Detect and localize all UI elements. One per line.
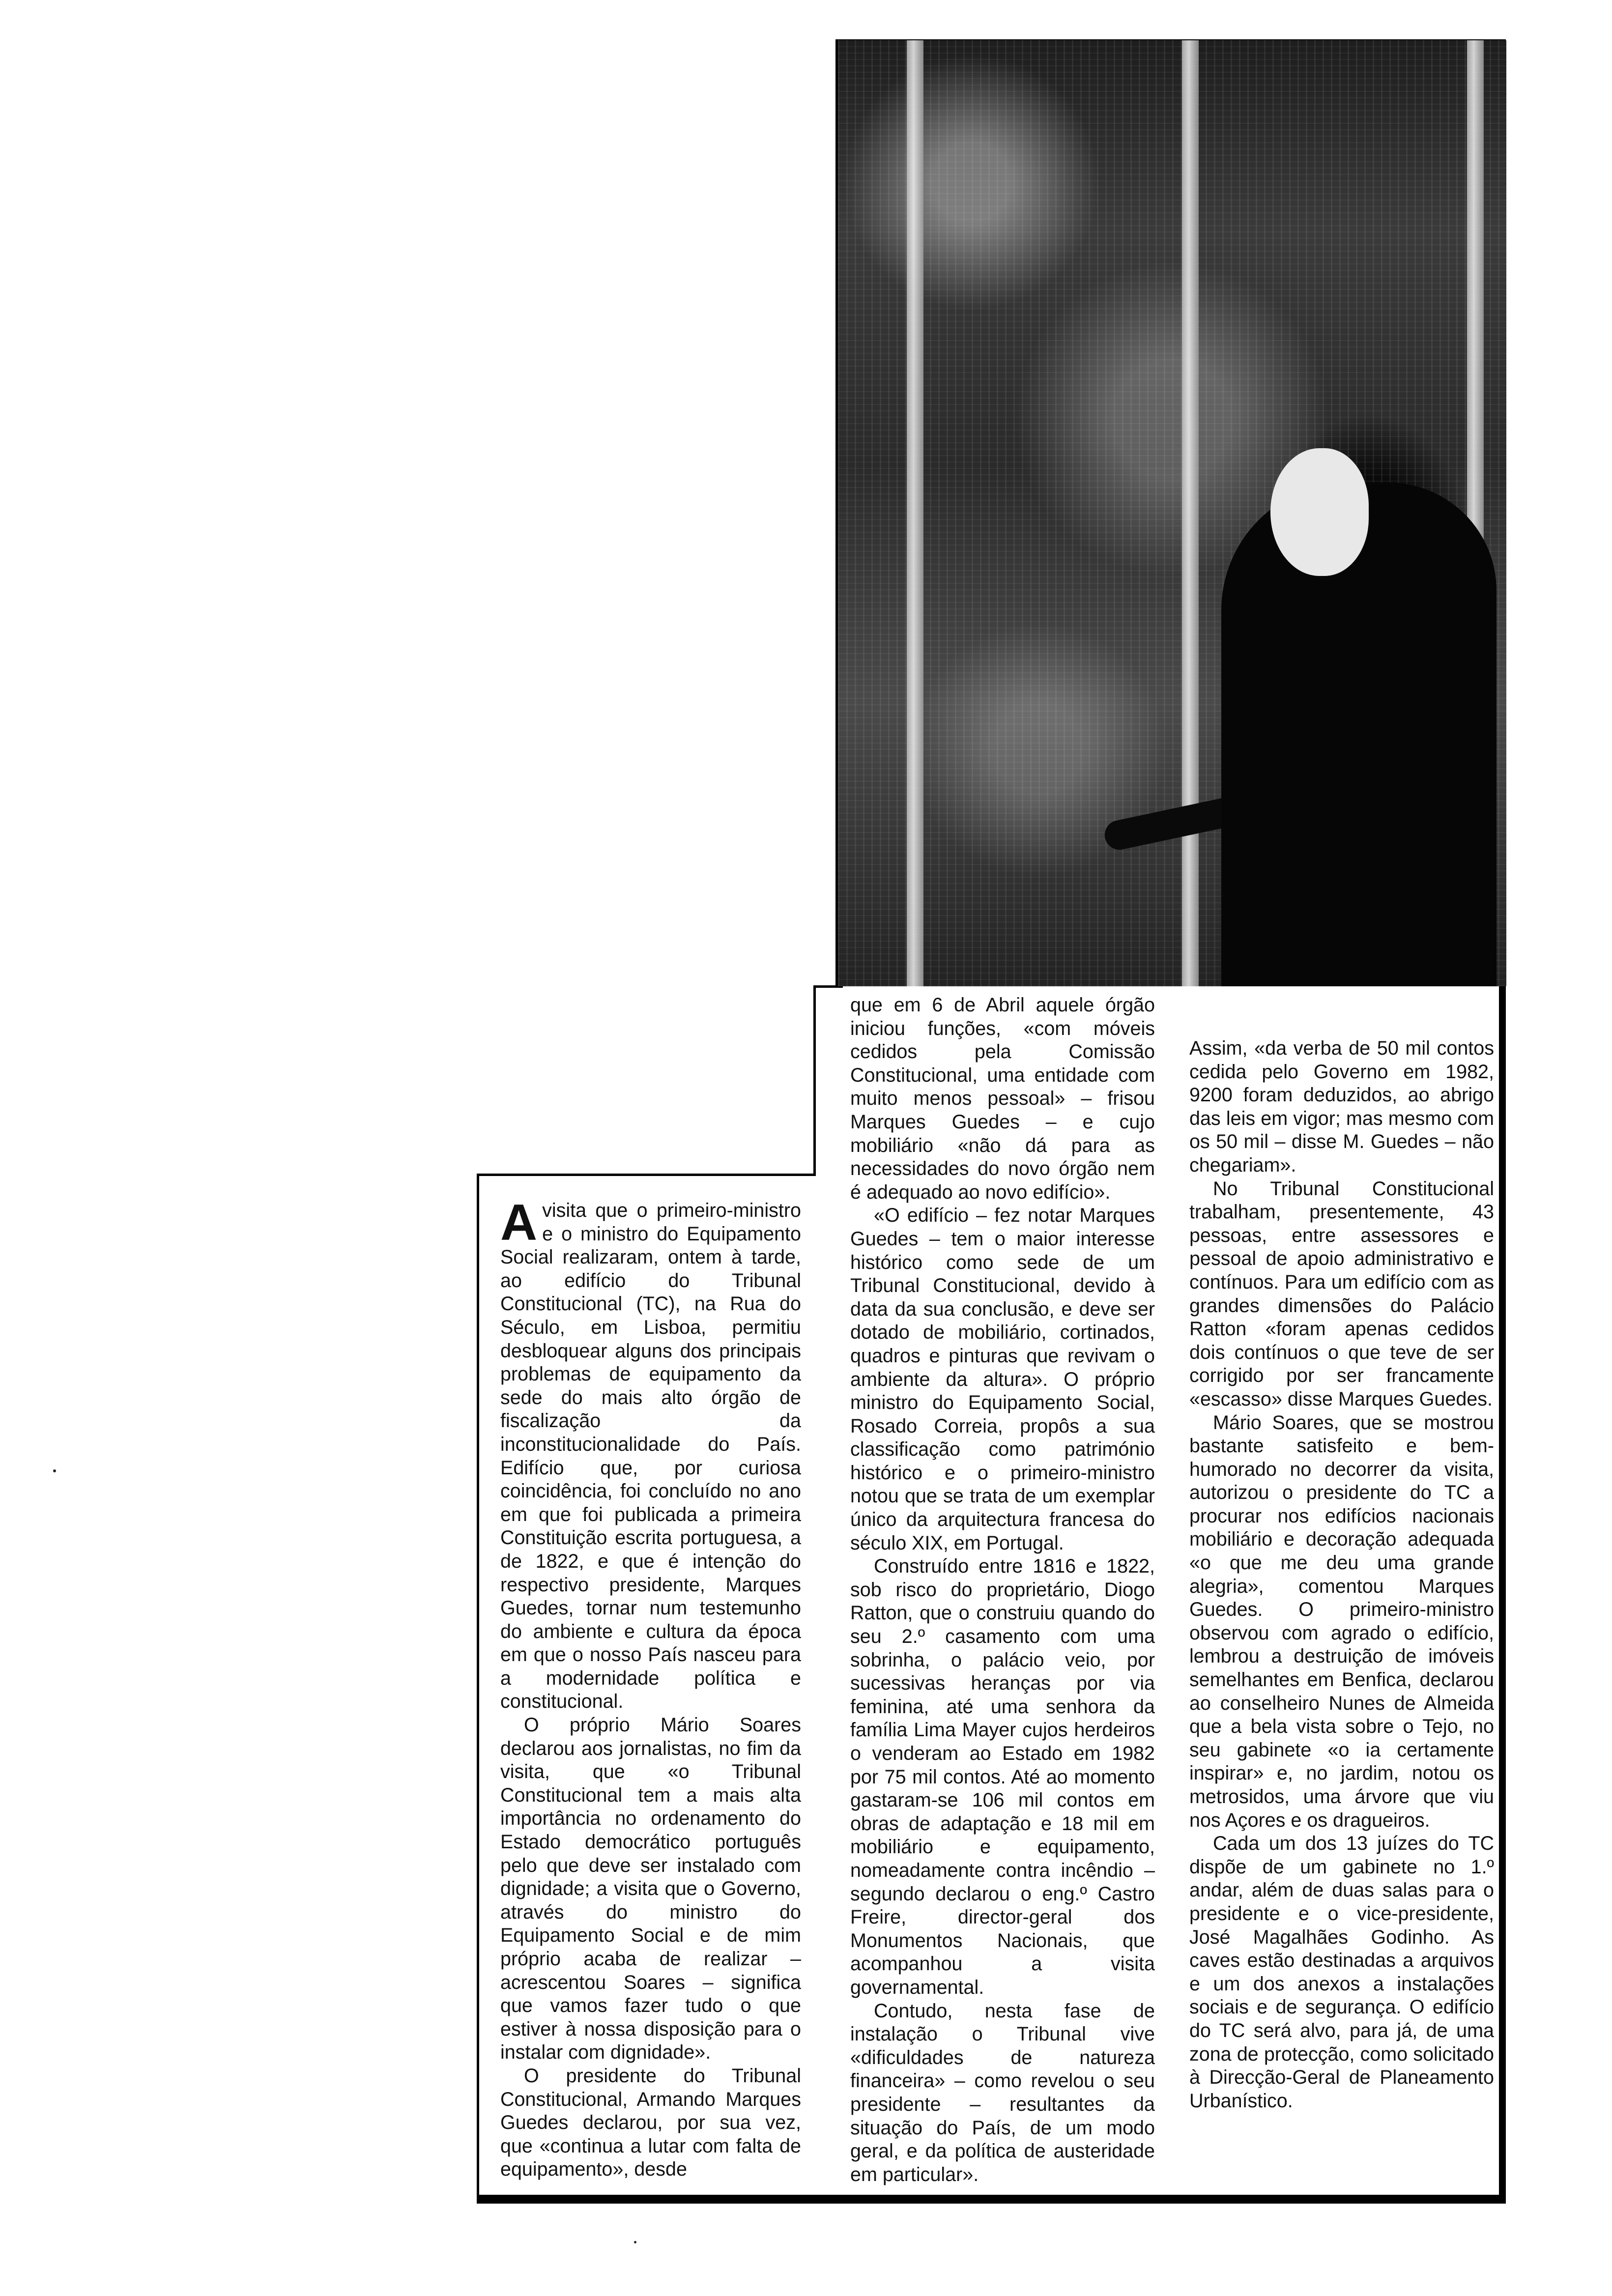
scan-speck [53, 1469, 56, 1472]
article-paragraph [500, 1194, 801, 1714]
article-paragraph: Contudo, nesta fase de instalação o Tribunal vive «dificuldades de natureza financeira» – como revelou o seu presidente – resultantes da situação do País, de um modo geral, e da política de austeridade em particular». [850, 2000, 1155, 2185]
news-photograph [838, 40, 1506, 986]
article-column-3 [1189, 1037, 1494, 2113]
paragraph-text: visita que o primeiro-ministro e o ministro do Equipamento Social realizaram, ontem à tarde, ao edifício do Tribunal Constitucional (TC), na Rua do Século, em Lisboa, permitiu desbloquear alguns dos principais problemas de equipamento da sede do mais alto órgão de fiscalização da inconstitucionalidade do País. Edifício que, por curiosa coincidência, foi concluído no ano em que foi publicada a primeira Constituição escrita portuguesa, a de 1822, e que é intenção do respectivo presidente, Marques Guedes, tornar num testemunho do ambiente e cultura da época em que o nosso País nasceu para a modernidade política e constitucional. [500, 1200, 801, 1713]
scan-speck [634, 2241, 636, 2243]
article-column-2 [850, 994, 1155, 2186]
article-paragraph: Assim, «da verba de 50 mil contos cedida pelo Governo em 1982, 9200 foram deduzidos, ao abrigo das leis em vigor; mas mesmo com os 50 mil – disse M. Guedes – não chegariam». [1189, 1037, 1494, 1176]
photo-pillar [907, 40, 923, 986]
photo-figure-head [1270, 448, 1369, 576]
clipping-border-step-vertical [813, 988, 816, 1176]
clipping-border-step-horizontal [477, 1174, 816, 1176]
article-paragraph: No Tribunal Constitucional trabalham, presentemente, 43 pessoas, entre assessores e pessoal de apoio administrativo e contínuos. Para um edifício com as grandes dimensões do Palácio Ratton «foram apenas cedidos dois contínuos o que teve de ser corrigido por ser francamente «escasso» disse Marques Guedes. [1189, 1177, 1494, 1410]
article-paragraph: O próprio Mário Soares declarou aos jornalistas, no fim da visita, que «o Tribunal Constitucional tem a mais alta importância no ordenamento do Estado democrático português pelo que deve ser instalado com dignidade; a visita que o Governo, através do ministro do Equipamento Social e de mim próprio acaba de realizar – acrescentou Soares – significa que vamos fazer tudo o que estiver à nossa disposição para o instalar com dignidade». [500, 1714, 801, 2064]
article-paragraph: «O edifício – fez notar Marques Guedes – tem o maior interesse histórico como sede de um Tribunal Constitucional, devido à data da sua conclusão, e deve ser dotado de mobiliário, cortinados, quadros e pinturas que revivam o ambiente da altura». O próprio ministro do Equipamento Social, Rosado Correia, propôs a sua classificação como património histórico e o primeiro-ministro notou que se trata de um exemplar único da arquitectura francesa do século XIX, em Portugal. [850, 1205, 1155, 1554]
article-paragraph: Construído entre 1816 e 1822, sob risco do proprietário, Diogo Ratton, que o construiu quando do seu 2.º casamento com uma sobrinha, o palácio veio, por sucessivas heranças por via feminina, até uma senhora da família Lima Mayer cujos herdeiros o venderam ao Estado em 1982 por 75 mil contos. Até ao momento gastaram-se 106 mil contos em obras de adaptação e 18 mil em mobiliário e equipamento, nomeadamente contra incêndio – segundo declarou o eng.º Castro Freire, director-geral dos Monumentos Nacionais, que acompanhou a visita governamental. [850, 1555, 1155, 1998]
article-paragraph: Cada um dos 13 juízes do TC dispõe de um gabinete no 1.º andar, além de duas salas para o presidente e o vice-presidente, José Magalhães Godinho. As caves estão destinadas a arquivos e um dos anexos a instalações sociais e de segurança. O edifício do TC será alvo, para já, de uma zona de protecção, como solicitado à Direcção-Geral de Planeamento Urbanístico. [1189, 1833, 1494, 2112]
article-paragraph: Mário Soares, que se mostrou bastante satisfeito e bem-humorado no decorrer da visita, autorizou o presidente do TC a procurar nos edifícios nacionais mobiliário e decoração adequada «o que me deu uma grande alegria», comentou Marques Guedes. O primeiro-ministro observou com agrado o edifício, lembrou a destruição de imóveis semelhantes em Benfica, declarou ao conselheiro Nunes de Almeida que a bela vista sobre o Tejo, no seu gabinete «o ia certamente inspirar» e, no jardim, notou os metrosidos, uma árvore que viu nos Açores e os dragueiros. [1189, 1411, 1494, 1831]
article-column-1 [500, 1194, 801, 2181]
clipping-border-bottom [477, 2195, 1505, 2204]
photo-figure [1221, 483, 1497, 986]
drop-cap: A [500, 1194, 538, 1251]
article-paragraph: O presidente do Tribunal Constitucional, Armando Marques Guedes declarou, por sua vez, que «continua a lutar com falta de equipamento», desde [500, 2065, 801, 2181]
clipping-border-left [477, 1175, 479, 2204]
photo-pillar [1182, 40, 1199, 986]
article-paragraph: que em 6 de Abril aquele órgão iniciou funções, «com móveis cedidos pela Comissão Constitucional, uma entidade com muito menos pessoal» – frisou Marques Guedes – e cujo mobiliário «não dá para as necessidades do novo órgão nem é adequado ao novo edifício». [850, 994, 1155, 1203]
